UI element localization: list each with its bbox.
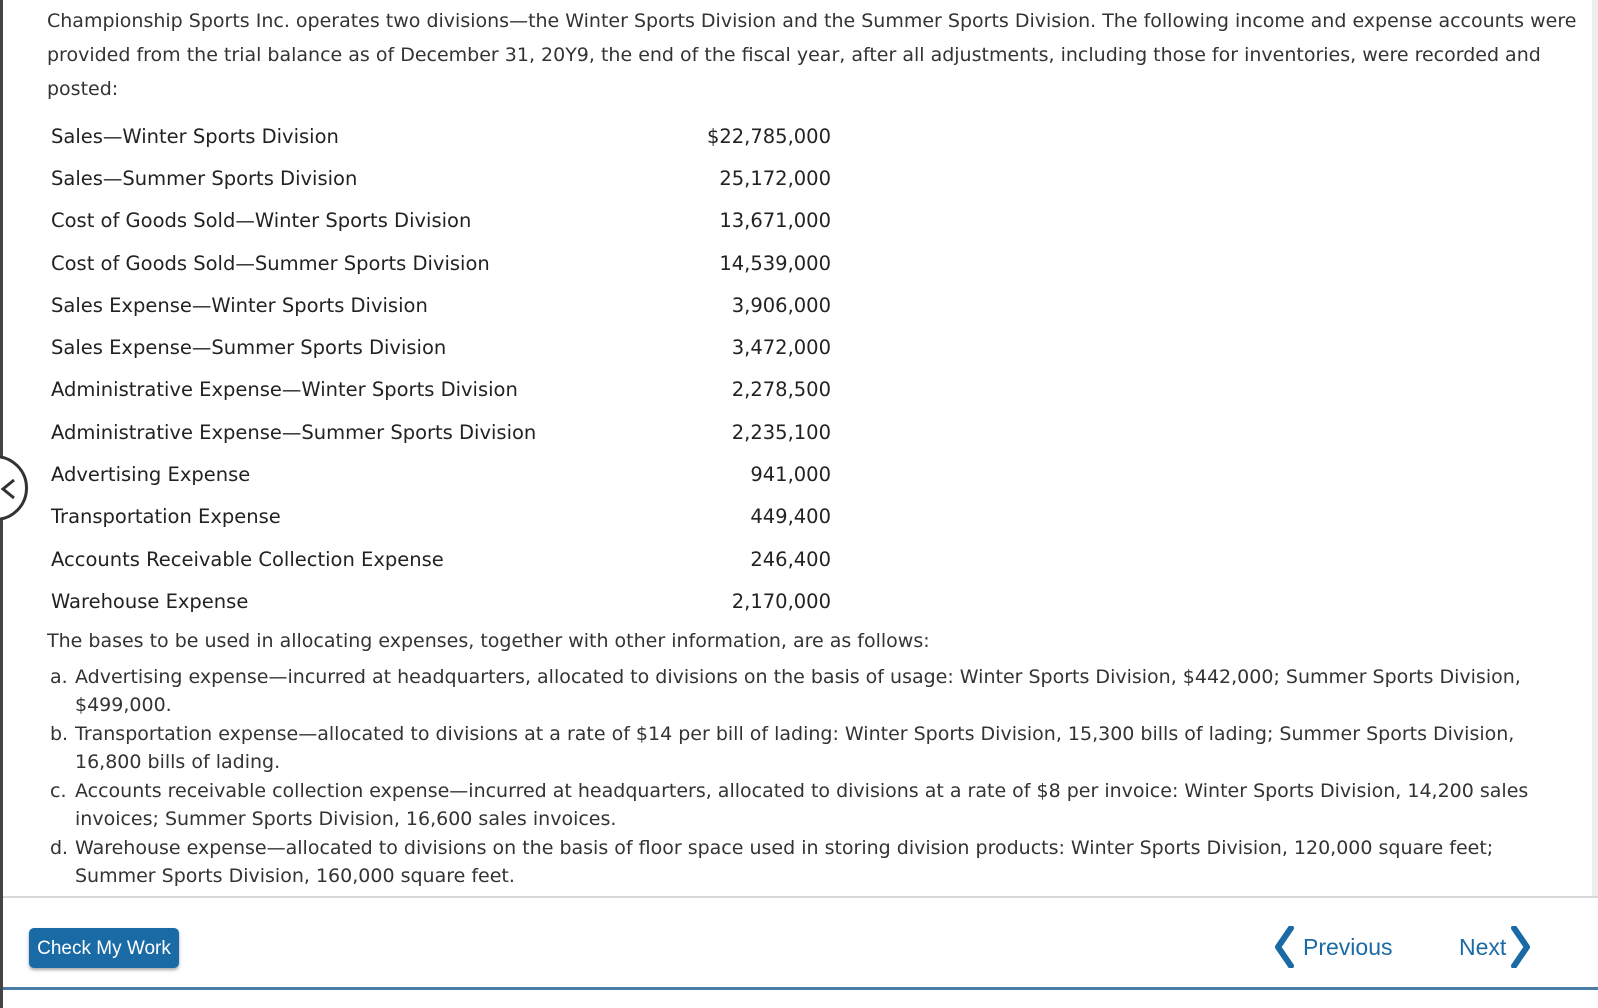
list-marker: b. <box>50 722 69 745</box>
account-name: Sales Expense—Winter Sports Division <box>51 293 428 317</box>
account-amount: 3,906,000 <box>731 293 831 317</box>
account-name: Sales Expense—Summer Sports Division <box>51 336 447 360</box>
table-row <box>51 200 831 242</box>
account-amount: 13,671,000 <box>719 209 831 233</box>
account-name: Advertising Expense <box>51 463 251 487</box>
list-item <box>47 777 1577 833</box>
account-name: Administrative Expense—Summer Sports Division <box>51 420 537 444</box>
check-my-work-button[interactable]: Check My Work <box>29 928 179 968</box>
list-item-text: Transportation expense—allocated to divisions at a rate of $14 per bill of lading: Winter Sports Division, 15,300 bills of lading; Summer Sports Division, 16,800 bills of lading. <box>75 722 1515 773</box>
next-button[interactable] <box>1459 924 1532 970</box>
collapse-panel-button[interactable] <box>0 455 28 521</box>
account-amount: 246,400 <box>750 547 831 571</box>
chevron-left-icon <box>1273 926 1295 968</box>
table-row <box>51 284 831 326</box>
list-item-text: Warehouse expense—allocated to divisions on the basis of floor space used in storing division products: Winter Sports Division, 120,000 square feet; Summer Sports Division, 160,000 square feet. <box>75 836 1494 887</box>
account-amount: 25,172,000 <box>719 166 831 190</box>
next-label: Next <box>1459 933 1507 960</box>
list-item-text: Accounts receivable collection expense—incurred at headquarters, allocated to divisions at a rate of $8 per invoice: Winter Sports Division, 14,200 sales invoices; Summer Sports Division, 16,600 sales invoices. <box>75 779 1529 830</box>
table-row <box>51 580 831 622</box>
chevron-left-icon <box>0 478 19 500</box>
account-amount: 2,235,100 <box>731 420 831 444</box>
table-row <box>51 115 831 157</box>
list-item <box>47 663 1577 719</box>
footer-bar <box>3 896 1598 1008</box>
scrollbar-track[interactable] <box>1592 0 1598 910</box>
bases-intro: The bases to be used in allocating expenses, together with other information, are as follows: <box>47 629 930 652</box>
account-name: Warehouse Expense <box>51 589 249 613</box>
list-item <box>47 720 1577 776</box>
table-row <box>51 411 831 453</box>
account-amount: 449,400 <box>750 505 831 529</box>
account-name: Cost of Goods Sold—Winter Sports Division <box>51 209 472 233</box>
list-marker: a. <box>50 665 68 688</box>
problem-content <box>47 4 1577 909</box>
table-row <box>51 157 831 199</box>
list-item <box>47 834 1577 890</box>
previous-button[interactable] <box>1273 924 1392 970</box>
account-name: Sales—Summer Sports Division <box>51 166 358 190</box>
table-row <box>51 326 831 368</box>
footer-divider <box>3 987 1598 990</box>
chevron-right-icon <box>1510 926 1532 968</box>
account-name: Transportation Expense <box>51 505 281 529</box>
account-name: Cost of Goods Sold—Summer Sports Division <box>51 251 490 275</box>
table-row <box>51 242 831 284</box>
list-marker: d. <box>50 836 69 859</box>
account-amount: 14,539,000 <box>719 251 831 275</box>
account-amount: 2,170,000 <box>731 589 831 613</box>
previous-label: Previous <box>1303 933 1393 960</box>
table-row <box>51 369 831 411</box>
account-name: Sales—Winter Sports Division <box>51 124 339 148</box>
account-amount: $22,785,000 <box>706 124 831 148</box>
account-amount: 2,278,500 <box>731 378 831 402</box>
table-row <box>51 453 831 495</box>
account-name: Accounts Receivable Collection Expense <box>51 547 444 571</box>
table-row <box>51 496 831 538</box>
table-row <box>51 538 831 580</box>
accounts-table <box>51 115 831 623</box>
account-amount: 3,472,000 <box>731 336 831 360</box>
allocation-bases-list <box>47 663 1577 890</box>
intro-text: Championship Sports Inc. operates two divisions—the Winter Sports Division and the Summer Sports Division. The following income and expense accounts were provided from the trial balance as of December 31, 20Y9, the end of the fiscal year, after all adjustments, including those for inventories, were recorded and posted: <box>47 10 1577 100</box>
account-amount: 941,000 <box>750 463 831 487</box>
list-marker: c. <box>50 779 67 802</box>
list-item-text: Advertising expense—incurred at headquarters, allocated to divisions on the basis of usage: Winter Sports Division, $442,000; Summer Sports Division, $499,000. <box>75 665 1521 716</box>
account-name: Administrative Expense—Winter Sports Division <box>51 378 518 402</box>
